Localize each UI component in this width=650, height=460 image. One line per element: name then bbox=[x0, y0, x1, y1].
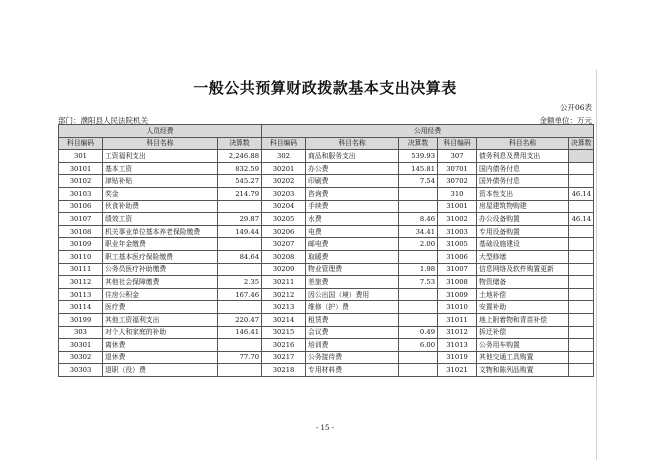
col-header-code: 科目编码 bbox=[438, 137, 477, 150]
item-code: 30199 bbox=[59, 313, 103, 326]
item-amount: 2,246.88 bbox=[218, 150, 262, 163]
table-row bbox=[59, 175, 594, 188]
item-name: 职业年金缴费 bbox=[103, 238, 218, 251]
item-amount bbox=[218, 200, 262, 213]
item-code: 31010 bbox=[438, 301, 477, 314]
item-amount bbox=[218, 339, 262, 352]
item-code: 30218 bbox=[262, 364, 306, 377]
table-row bbox=[59, 288, 594, 301]
item-amount bbox=[569, 150, 594, 163]
item-name: 津贴补贴 bbox=[103, 175, 218, 188]
item-code: 31008 bbox=[438, 276, 477, 289]
item-name: 其他交通工具购置 bbox=[477, 351, 569, 364]
page-number: - 15 - bbox=[315, 424, 335, 432]
item-code: 30205 bbox=[262, 213, 306, 226]
item-code: 30108 bbox=[59, 225, 103, 238]
item-code: 31013 bbox=[438, 339, 477, 352]
item-amount: 77.70 bbox=[218, 351, 262, 364]
item-code: 30212 bbox=[262, 288, 306, 301]
item-amount bbox=[569, 339, 594, 352]
unit-label: 金额单位：万元 bbox=[539, 116, 592, 125]
item-code: 302 bbox=[262, 150, 306, 163]
item-code: 307 bbox=[438, 150, 477, 163]
item-name: 机关事业单位基本养老保险缴费 bbox=[103, 225, 218, 238]
department-label: 部门：濮阳县人民法院机关 bbox=[58, 116, 148, 125]
item-name: 房屋建筑物购建 bbox=[477, 200, 569, 213]
item-amount: 46.14 bbox=[569, 187, 594, 200]
item-name: 商品和服务支出 bbox=[306, 150, 399, 163]
item-amount: 146.41 bbox=[218, 326, 262, 339]
item-code: 30216 bbox=[262, 339, 306, 352]
table-row bbox=[59, 150, 594, 163]
item-amount bbox=[569, 351, 594, 364]
item-name: 国内债务付息 bbox=[477, 162, 569, 175]
item-code: 30202 bbox=[262, 175, 306, 188]
table-row bbox=[59, 301, 594, 314]
item-amount bbox=[569, 175, 594, 188]
item-code: 31007 bbox=[438, 263, 477, 276]
col-header-name: 科目名称 bbox=[477, 137, 569, 150]
item-amount bbox=[569, 364, 594, 377]
item-name: 手续费 bbox=[306, 200, 399, 213]
item-code: 310 bbox=[438, 187, 477, 200]
item-name: 工资福利支出 bbox=[103, 150, 218, 163]
item-name: 印刷费 bbox=[306, 175, 399, 188]
item-amount bbox=[569, 162, 594, 175]
item-amount bbox=[399, 364, 438, 377]
item-code: 30215 bbox=[262, 326, 306, 339]
table-row bbox=[59, 364, 594, 377]
form-number: 公开06表 bbox=[559, 103, 592, 112]
item-name: 债务利息及费用支出 bbox=[477, 150, 569, 163]
item-name: 住房公积金 bbox=[103, 288, 218, 301]
item-amount: 220.47 bbox=[218, 313, 262, 326]
item-code: 31001 bbox=[438, 200, 477, 213]
item-amount bbox=[569, 200, 594, 213]
item-amount bbox=[218, 364, 262, 377]
item-name: 基础设施建设 bbox=[477, 238, 569, 251]
item-amount: 84.64 bbox=[218, 250, 262, 263]
item-name: 地上附着物和青苗补偿 bbox=[477, 313, 569, 326]
section-personnel: 人员经费 bbox=[59, 125, 262, 138]
page-title: 一般公共预算财政拨款基本支出决算表 bbox=[193, 79, 457, 97]
item-amount: 1.98 bbox=[399, 263, 438, 276]
item-amount bbox=[569, 276, 594, 289]
item-amount: 149.44 bbox=[218, 225, 262, 238]
item-amount: 29.87 bbox=[218, 213, 262, 226]
table-row bbox=[59, 200, 594, 213]
item-name: 维修（护）费 bbox=[306, 301, 399, 314]
item-amount bbox=[399, 288, 438, 301]
item-amount bbox=[399, 301, 438, 314]
item-name: 国外债务付息 bbox=[477, 175, 569, 188]
item-name: 文物和陈列品购置 bbox=[477, 364, 569, 377]
item-code: 30207 bbox=[262, 238, 306, 251]
item-code: 30204 bbox=[262, 200, 306, 213]
item-amount bbox=[399, 250, 438, 263]
item-name: 咨询费 bbox=[306, 187, 399, 200]
item-code: 30214 bbox=[262, 313, 306, 326]
table-row bbox=[59, 326, 594, 339]
item-amount bbox=[399, 313, 438, 326]
item-code: 31005 bbox=[438, 238, 477, 251]
item-code: 30106 bbox=[59, 200, 103, 213]
item-name: 职工基本医疗保险缴费 bbox=[103, 250, 218, 263]
item-name: 水费 bbox=[306, 213, 399, 226]
table-row bbox=[59, 263, 594, 276]
item-amount bbox=[399, 351, 438, 364]
table-row bbox=[59, 276, 594, 289]
item-amount bbox=[569, 238, 594, 251]
item-code: 30110 bbox=[59, 250, 103, 263]
section-header-row bbox=[59, 125, 594, 138]
item-name: 其他工资福利支出 bbox=[103, 313, 218, 326]
item-code: 31019 bbox=[438, 351, 477, 364]
item-code: 31009 bbox=[438, 288, 477, 301]
item-code: 30114 bbox=[59, 301, 103, 314]
item-amount: 34.41 bbox=[399, 225, 438, 238]
item-name: 伙食补助费 bbox=[103, 200, 218, 213]
page-edge-line bbox=[596, 70, 597, 460]
item-code: 30211 bbox=[262, 276, 306, 289]
table-row bbox=[59, 225, 594, 238]
item-amount bbox=[569, 250, 594, 263]
item-code: 31011 bbox=[438, 313, 477, 326]
item-amount bbox=[569, 288, 594, 301]
item-name: 公务用车购置 bbox=[477, 339, 569, 352]
item-name: 物资储备 bbox=[477, 276, 569, 289]
col-header-code: 科目编码 bbox=[262, 137, 306, 150]
item-name: 绩效工资 bbox=[103, 213, 218, 226]
item-code: 30208 bbox=[262, 250, 306, 263]
item-code: 30209 bbox=[262, 263, 306, 276]
item-code: 30201 bbox=[262, 162, 306, 175]
item-amount: 832.59 bbox=[218, 162, 262, 175]
table-row bbox=[59, 313, 594, 326]
item-amount bbox=[218, 238, 262, 251]
section-public: 公用经费 bbox=[262, 125, 594, 138]
item-code: 30109 bbox=[59, 238, 103, 251]
item-amount bbox=[569, 313, 594, 326]
item-code: 30101 bbox=[59, 162, 103, 175]
item-code: 30303 bbox=[59, 364, 103, 377]
item-code: 30111 bbox=[59, 263, 103, 276]
item-code: 31006 bbox=[438, 250, 477, 263]
item-code: 30113 bbox=[59, 288, 103, 301]
item-amount bbox=[569, 301, 594, 314]
item-name: 因公出国（境）费用 bbox=[306, 288, 399, 301]
item-amount: 2.35 bbox=[218, 276, 262, 289]
item-amount bbox=[569, 263, 594, 276]
item-code: 31012 bbox=[438, 326, 477, 339]
col-header-name: 科目名称 bbox=[103, 137, 218, 150]
item-code: 30103 bbox=[59, 187, 103, 200]
item-code: 31003 bbox=[438, 225, 477, 238]
item-amount bbox=[218, 301, 262, 314]
item-name: 其他社会保障缴费 bbox=[103, 276, 218, 289]
col-header-amount: 决算数 bbox=[399, 137, 438, 150]
item-amount: 2.00 bbox=[399, 238, 438, 251]
column-header-row bbox=[59, 137, 594, 150]
item-amount: 46.14 bbox=[569, 213, 594, 226]
item-amount: 7.54 bbox=[399, 175, 438, 188]
table-row bbox=[59, 339, 594, 352]
item-amount bbox=[399, 200, 438, 213]
item-name: 对个人和家庭的补助 bbox=[103, 326, 218, 339]
item-name: 培训费 bbox=[306, 339, 399, 352]
item-name: 专用设备购置 bbox=[477, 225, 569, 238]
item-name: 办公费 bbox=[306, 162, 399, 175]
item-name: 取暖费 bbox=[306, 250, 399, 263]
item-name: 离休费 bbox=[103, 339, 218, 352]
item-name: 拆迁补偿 bbox=[477, 326, 569, 339]
item-code: 30206 bbox=[262, 225, 306, 238]
item-name: 电费 bbox=[306, 225, 399, 238]
item-name: 公务接待费 bbox=[306, 351, 399, 364]
item-amount: 214.79 bbox=[218, 187, 262, 200]
table-row bbox=[59, 213, 594, 226]
item-name: 退休费 bbox=[103, 351, 218, 364]
item-amount: 167.46 bbox=[218, 288, 262, 301]
item-code: 303 bbox=[59, 326, 103, 339]
item-code: 30203 bbox=[262, 187, 306, 200]
expenditure-table bbox=[58, 124, 594, 377]
item-name: 信息网络及软件购置更新 bbox=[477, 263, 569, 276]
item-code: 30112 bbox=[59, 276, 103, 289]
item-code: 30702 bbox=[438, 175, 477, 188]
table-row bbox=[59, 351, 594, 364]
col-header-amount: 决算数 bbox=[569, 137, 594, 150]
item-code: 31021 bbox=[438, 364, 477, 377]
item-code: 30301 bbox=[59, 339, 103, 352]
item-amount: 8.46 bbox=[399, 213, 438, 226]
item-code: 30107 bbox=[59, 213, 103, 226]
item-name: 资本性支出 bbox=[477, 187, 569, 200]
item-amount: 7.53 bbox=[399, 276, 438, 289]
item-name: 差旅费 bbox=[306, 276, 399, 289]
item-amount bbox=[569, 225, 594, 238]
item-name: 办公设备购置 bbox=[477, 213, 569, 226]
item-code: 30701 bbox=[438, 162, 477, 175]
item-name: 大型修缮 bbox=[477, 250, 569, 263]
item-name: 土地补偿 bbox=[477, 288, 569, 301]
item-name: 奖金 bbox=[103, 187, 218, 200]
item-name: 基本工资 bbox=[103, 162, 218, 175]
col-header-name: 科目名称 bbox=[306, 137, 399, 150]
item-amount: 6.00 bbox=[399, 339, 438, 352]
item-amount: 545.27 bbox=[218, 175, 262, 188]
item-name: 租赁费 bbox=[306, 313, 399, 326]
item-amount bbox=[218, 263, 262, 276]
item-name: 专用材料费 bbox=[306, 364, 399, 377]
col-header-code: 科目编码 bbox=[59, 137, 103, 150]
item-code: 30102 bbox=[59, 175, 103, 188]
item-amount: 0.49 bbox=[399, 326, 438, 339]
item-amount bbox=[569, 326, 594, 339]
item-code: 301 bbox=[59, 150, 103, 163]
item-amount: 145.81 bbox=[399, 162, 438, 175]
item-name: 公务员医疗补助缴费 bbox=[103, 263, 218, 276]
item-amount bbox=[399, 187, 438, 200]
item-name: 邮电费 bbox=[306, 238, 399, 251]
item-name: 退职（役）费 bbox=[103, 364, 218, 377]
table-row bbox=[59, 187, 594, 200]
table-row bbox=[59, 162, 594, 175]
item-name: 安置补助 bbox=[477, 301, 569, 314]
col-header-amount: 决算数 bbox=[218, 137, 262, 150]
item-name: 物业管理费 bbox=[306, 263, 399, 276]
item-code: 30302 bbox=[59, 351, 103, 364]
item-code: 30213 bbox=[262, 301, 306, 314]
item-code: 30217 bbox=[262, 351, 306, 364]
item-name: 会议费 bbox=[306, 326, 399, 339]
item-code: 31002 bbox=[438, 213, 477, 226]
table-row bbox=[59, 238, 594, 251]
item-amount: 539.93 bbox=[399, 150, 438, 163]
table-row bbox=[59, 250, 594, 263]
item-name: 医疗费 bbox=[103, 301, 218, 314]
